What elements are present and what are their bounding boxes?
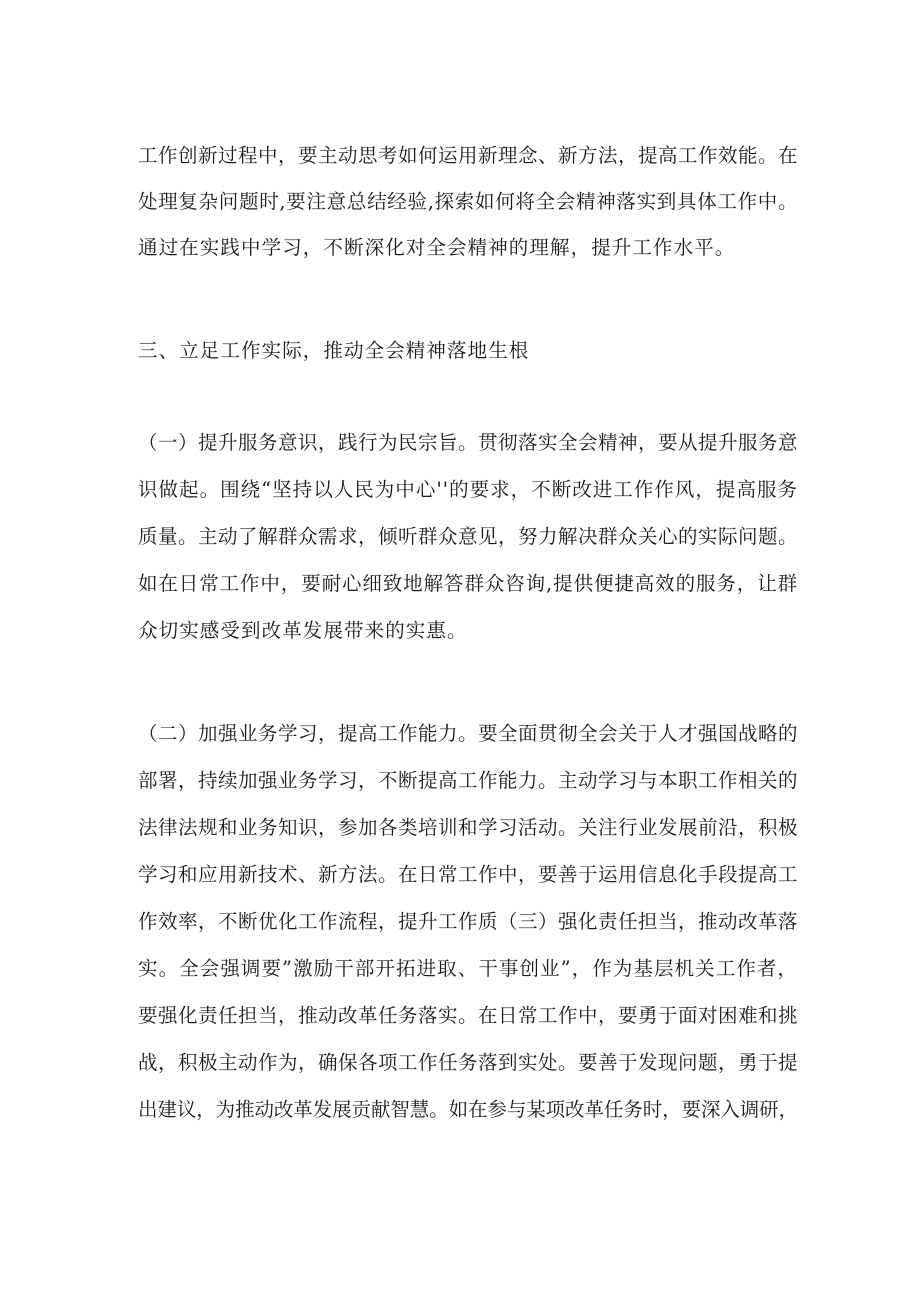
paragraph-line: 要强化责任担当，推动改革任务落实。在日常工作中，要勇于面对困难和挑 [138, 1004, 799, 1027]
paragraph-line: （二）加强业务学习，提高工作能力。要全面贯彻全会关于人才强国战略的 [138, 722, 799, 745]
paragraph-line: 实。全会强调要”激励干部开拓进取、干事创业”，作为基层机关工作者， [138, 957, 798, 980]
paragraph-line: 处理复杂问题时,要注意总结经验,探索如何将全会精神落实到具体工作中。 [138, 190, 799, 213]
paragraph-line: 出建议，为推动改革发展贡献智慧。如在参与某项改革任务时，要深入调研， [138, 1098, 798, 1121]
paragraph-line: 如在日常工作中，要耐心细致地解答群众咨询,提供便捷高效的服务，让群 [138, 572, 798, 595]
section-heading: 三、立足工作实际，推动全会精神落地生根 [138, 339, 530, 362]
paragraph-line: 质量。主动了解群众需求，倾听群众意见，努力解决群众关心的实际问题。 [138, 525, 799, 548]
paragraph-line: 法律法规和业务知识，参加各类培训和学习活动。关注行业发展前沿，积极 [138, 816, 799, 839]
paragraph-line: （一）提升服务意识，践行为民宗旨。贯彻落实全会精神，要从提升服务意 [138, 431, 799, 454]
paragraph-line: 众切实感受到改革发展带来的实惠。 [138, 619, 468, 642]
paragraph-line: 学习和应用新技术、新方法。在日常工作中，要善于运用信息化手段提高工 [138, 863, 799, 886]
paragraph-line: 通过在实践中学习，不断深化对全会精神的理解，提升工作水平。 [138, 236, 736, 259]
paragraph-line: 战，积极主动作为，确保各项工作任务落到实处。要善于发现问题，勇于提 [138, 1051, 799, 1074]
paragraph-line: 识做起。围绕“坚持以人民为中心''的要求，不断改进工作作风，提高服务 [138, 478, 798, 501]
paragraph-line: 工作创新过程中，要主动思考如何运用新理念、新方法，提高工作效能。在 [138, 144, 799, 167]
paragraph-line: 作效率，不断优化工作流程，提升工作质（三）强化责任担当，推动改革落 [138, 910, 799, 933]
paragraph-line: 部署，持续加强业务学习，不断提高工作能力。主动学习与本职工作相关的 [138, 769, 799, 792]
